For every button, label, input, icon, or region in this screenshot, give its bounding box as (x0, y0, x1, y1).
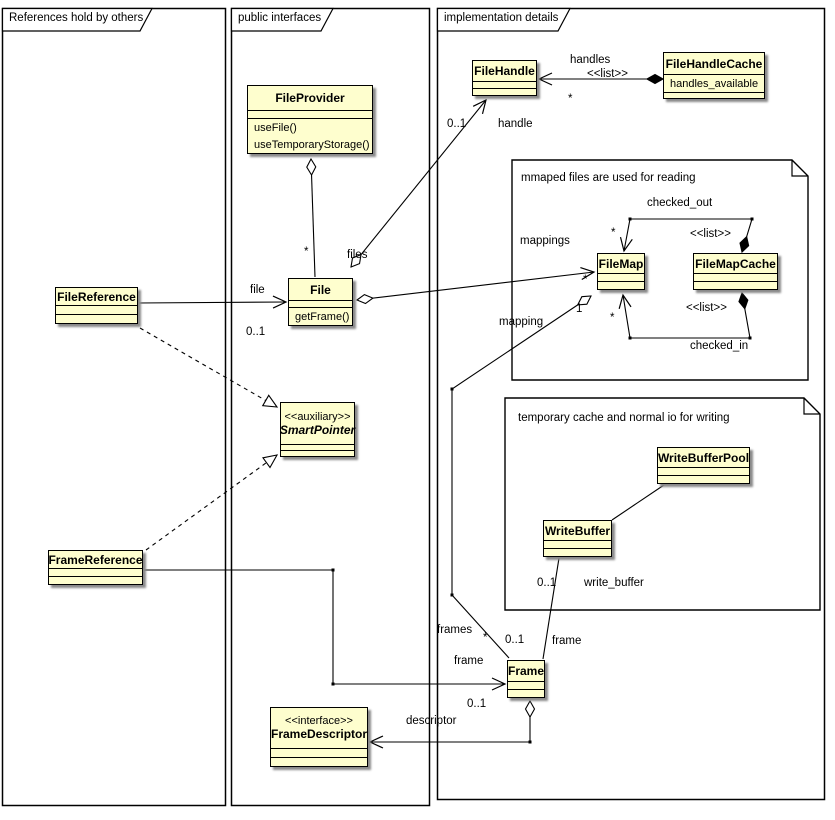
label-wb-frame-mult: 0..1 (505, 634, 525, 646)
class-name: FrameReference (48, 552, 143, 567)
stereotype: <<auxiliary>> (284, 410, 351, 423)
class-name: FileHandle (474, 64, 535, 78)
class-framereference (48, 550, 143, 585)
class-name: File (310, 282, 331, 297)
class-filereference (55, 287, 138, 324)
label-checked-in-mult: * (610, 312, 615, 324)
label-checked-in-list: <<list>> (686, 302, 727, 314)
label-mapping-mult: 1 (576, 303, 583, 315)
method: getFrame() (295, 311, 350, 323)
label-frame-role: frame (454, 655, 484, 667)
note-text-temporary-cache: temporary cache and normal io for writing (518, 412, 730, 424)
compartment-empty (694, 273, 777, 281)
compartment-empty (508, 689, 544, 697)
compartment-empty (598, 273, 644, 281)
class-name: SmartPointer (279, 422, 356, 437)
class-name: WriteBufferPool (657, 450, 750, 465)
package-references (3, 9, 226, 806)
class-writebuffer (543, 520, 612, 557)
label-files-mult: * (304, 246, 309, 258)
compartment-empty (508, 681, 544, 689)
compartment-empty (271, 748, 367, 757)
class-name: FrameDescriptor (270, 727, 368, 741)
stereotype: <<interface>> (285, 715, 353, 727)
label-file: file (250, 284, 265, 296)
method: useFile() (254, 122, 297, 134)
label-checked-out-mult: * (611, 227, 616, 239)
class-name: WriteBuffer (544, 523, 611, 538)
label-handle-mult: 0..1 (447, 118, 467, 130)
class-name: FileMap (598, 256, 644, 271)
label-descriptor: descriptor (406, 715, 457, 727)
class-fileprovider (247, 85, 373, 154)
method: useTemporaryStorage() (254, 139, 370, 151)
class-filemap (597, 253, 645, 290)
label-wb-frame: frame (552, 635, 582, 647)
compartment-empty (289, 300, 352, 307)
class-frame (507, 660, 545, 698)
compartment-empty (49, 568, 142, 576)
label-handle: handle (498, 118, 533, 130)
class-framedescriptor (270, 707, 368, 767)
class-name: FileMapCache (695, 256, 776, 271)
compartment-empty (658, 475, 749, 483)
label-mappings-mult: * (583, 274, 588, 286)
package-label-implementation-details: implementation details (444, 12, 559, 24)
compartment-empty (473, 81, 536, 88)
class-name: FileProvider (275, 91, 345, 105)
compartment-empty (473, 88, 536, 95)
compartment-empty (271, 757, 367, 766)
compartment-empty (56, 305, 137, 314)
label-checked-out-list: <<list>> (690, 228, 731, 240)
class-name: Frame (507, 664, 545, 678)
class-filemapcache (693, 253, 778, 290)
label-files: files (347, 249, 368, 261)
label-write-buffer: write_buffer (584, 577, 644, 589)
label-handles-list: <<list>> (587, 68, 628, 80)
label-frames: frames (437, 624, 473, 636)
class-smartpointer (280, 402, 355, 457)
compartment-empty (598, 281, 644, 289)
label-frames-mult: * (483, 632, 488, 644)
label-mappings: mappings (520, 235, 570, 247)
class-title (281, 403, 354, 444)
class-file (288, 278, 353, 326)
class-filehandlecache (663, 52, 765, 99)
class-name: FileReference (57, 289, 136, 304)
compartment-empty (281, 450, 354, 456)
compartment-empty (56, 314, 137, 323)
label-checked-in: checked_in (690, 340, 749, 352)
compartment-empty (664, 92, 764, 98)
compartment-attributes (664, 74, 764, 92)
class-writebufferpool (657, 447, 750, 484)
compartment-methods (289, 307, 352, 325)
compartment-empty (544, 540, 611, 548)
package-label-public-interfaces: public interfaces (238, 12, 322, 24)
compartment-methods (248, 118, 372, 153)
class-filehandle (472, 60, 537, 96)
note-text-mmaped: mmaped files are used for reading (521, 172, 696, 184)
compartment-empty (694, 281, 777, 289)
package-label-references: References hold by others (9, 12, 144, 24)
label-write-buffer-mult: 0..1 (537, 577, 557, 589)
label-mapping: mapping (499, 316, 544, 328)
compartment-empty (658, 467, 749, 475)
class-name: FileHandleCache (665, 56, 763, 71)
attribute: handles_available (670, 78, 759, 90)
label-frame-mult: 0..1 (467, 698, 487, 710)
label-handles-mult: * (568, 93, 573, 105)
compartment-empty (544, 548, 611, 556)
compartment-empty (248, 110, 372, 118)
class-title (271, 708, 367, 748)
label-file-mult: 0..1 (246, 326, 266, 338)
compartment-empty (49, 576, 142, 584)
label-checked-out: checked_out (647, 197, 713, 209)
label-handles: handles (570, 54, 611, 66)
